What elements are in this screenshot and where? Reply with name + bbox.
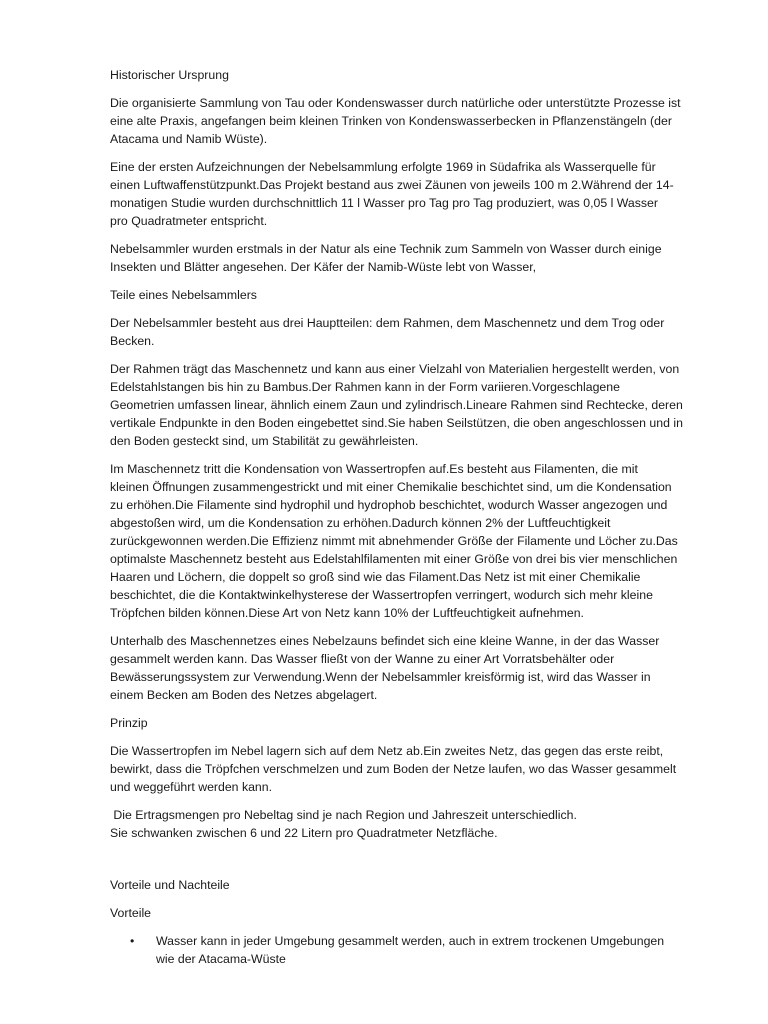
paragraph-principle: Die Wassertropfen im Nebel lagern sich auf dem Netz ab.Ein zweites Netz, das gegen das erste reibt, bewirkt, dass die Tröpfchen verschmelzen und zum Boden der Netze laufen, wo das Wasser gesammelt und weggeführt werden kann. xyxy=(110,744,677,794)
paragraph-nature: Nebelsammler wurden erstmals in der Natur als eine Technik zum Sammeln von Wasser durch einige Insekten und Blätter angesehen. Der Käfer der Namib-Wüste lebt von Wasser, xyxy=(110,242,662,274)
bullet-list-item: • Wasser kann in jeder Umgebung gesammelt werden, auch in extrem trockenen Umgebungen wie der Atacama-Wüste xyxy=(130,934,665,966)
paragraph-frame: Der Rahmen trägt das Maschennetz und kann aus einer Vielzahl von Materialien hergestellt werden, von Edelstahlstangen bis hin zu Bambus.Der Rahmen kann in der Form variieren.Vorgeschlagene Geometrien umfassen linear, ähnlich einem Zaun und zylindrisch.Lineare Rahmen sind Rechtecke, deren vertikale Endpunkte in den Boden eingebettet sind.Sie haben Seilstützen, die oben angeschlossen und in den Boden gesteckt sind, um Stabilität zu gewährleisten. xyxy=(110,362,683,448)
paragraph-main-parts: Der Nebelsammler besteht aus drei Hauptteilen: dem Rahmen, dem Maschennetz und dem Trog oder Becken. xyxy=(110,316,665,348)
paragraph-trough: Unterhalb des Maschennetzes eines Nebelzauns befindet sich eine kleine Wanne, in der das Wasser gesammelt werden kann. Das Wasser fließt von der Wanne zu einer Art Vorratsbehälter oder Bewässerungssystem zur Verwendung.Wenn der Nebelsammler kreisförmig ist, wird das Wasser in einem Becken am Boden des Netzes abgelagert. xyxy=(110,634,660,702)
heading-pros-cons: Vorteile und Nachteile xyxy=(110,878,230,892)
paragraph-origin: Die organisierte Sammlung von Tau oder Kondenswasser durch natürliche oder unterstützte Prozesse ist eine alte Praxis, angefangen beim kleinen Trinken von Kondenswasserbecken in Pflanzenstängeln (der Atacama und Namib Wüste). xyxy=(110,96,681,146)
heading-principle: Prinzip xyxy=(110,716,148,730)
paragraph-mesh: Im Maschennetz tritt die Kondensation von Wassertropfen auf.Es besteht aus Filamenten, die mit kleinen Öffnungen zusammengestrickt und mit einer Chemikalie beschichtet sind, um die Kondensation zu erhöhen.Die Filamente sind hydrophil und hydrophob beschichtet, wodurch Wasser angezogen und abgestoßen wird, um die Kondensation zu erhöhen.Dadurch können 2% der Luftfeuchtigkeit zurückgewonnen werden.Die Effizienz nimmt mit abnehmender Größe der Filamente und Löcher zu.Das optimalste Maschennetz besteht aus Edelstahlfilamenten mit einer Größe von drei bis vier menschlichen Haaren und Löchern, die doppelt so groß sind wie das Filament.Das Netz ist mit einer Chemikalie beschichtet, die die Kontaktwinkelhysterese der Wassertropfen verringert, wodurch sich mehr kleine Tröpfchen bilden können.Diese Art von Netz kann 10% der Luftfeuchtigkeit aufnehmen. xyxy=(110,462,678,620)
heading-parts: Teile eines Nebelsammlers xyxy=(110,288,257,302)
bullet-icon: • xyxy=(130,934,135,948)
heading-historical-origin: Historischer Ursprung xyxy=(110,68,229,82)
paragraph-first-records: Eine der ersten Aufzeichnungen der Nebelsammlung erfolgte 1969 in Südafrika als Wasserquelle für einen Luftwaffenstützpunkt.Das Projekt bestand aus zwei Zäunen von jeweils 100 m 2.Während der 14- monatigen Studie wurden durchschnittlich 11 l Wasser pro Tag pro Tag produziert, was 0,05 l Wasser pro Quadratmeter entspricht. xyxy=(110,160,674,228)
heading-pros: Vorteile xyxy=(110,906,152,920)
document-page xyxy=(110,66,715,968)
paragraph-yield: Die Ertragsmengen pro Nebeltag sind je nach Region und Jahreszeit unterschiedlich. Sie schwanken zwischen 6 und 22 Litern pro Quadratmeter Netzfläche. xyxy=(110,808,577,840)
